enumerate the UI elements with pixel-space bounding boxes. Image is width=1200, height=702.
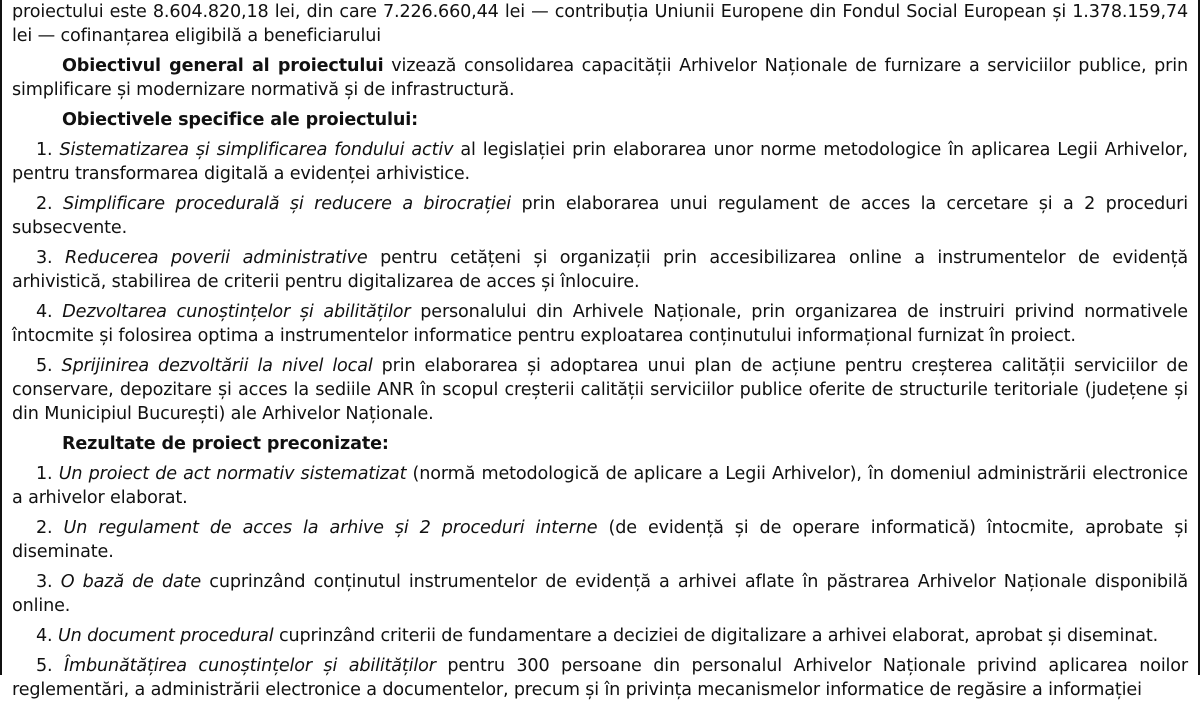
item-title: Reducerea poverii administrative	[65, 248, 368, 268]
item-number: 2.	[36, 518, 64, 538]
specific-objective-item	[12, 138, 1188, 186]
result-item	[12, 516, 1188, 564]
intro-paragraph: proiectului este 8.604.820,18 lei, din care 7.226.660,44 lei — contribuția Uniunii Europene din Fondul Social European și 1.378.159,74 lei — cofinanțarea eligibilă a beneficiarului	[12, 2, 1188, 46]
item-text: prin elaborarea unui regulament de acces la cercetare și a 2 proceduri subsecvente.	[12, 194, 1188, 238]
item-number: 3.	[36, 248, 66, 268]
specific-objective-item	[12, 246, 1188, 294]
item-text: cuprinzând conținutul instrumentelor de evidență a arhivei aflate în păstrarea Arhivelor Naționale disponibilă online.	[12, 572, 1188, 616]
item-title: Un document procedural	[57, 626, 274, 646]
specific-objective-item	[12, 354, 1188, 426]
result-item	[12, 624, 1188, 648]
result-item	[12, 462, 1188, 510]
item-text: (normă metodologică de aplicare a Legii Arhivelor), în domeniul administrării electronice a arhivelor elaborat.	[12, 464, 1188, 508]
item-title: Un proiect de act normativ sistematizat	[58, 464, 407, 484]
specific-objectives-heading: Obiectivele specifice ale proiectului:	[62, 110, 419, 130]
results-heading: Rezultate de proiect preconizate:	[62, 434, 389, 454]
item-number: 4.	[36, 626, 58, 646]
result-item	[12, 570, 1188, 618]
result-item	[12, 654, 1188, 702]
item-text: (de evidență și de operare informatică) întocmite, aprobate și diseminate.	[12, 518, 1188, 562]
item-number: 1.	[36, 464, 59, 484]
specific-objective-item	[12, 300, 1188, 348]
item-title: Un regulament de acces la arhive și 2 proceduri interne	[63, 518, 598, 538]
document-body	[12, 0, 1188, 702]
item-text: pentru 300 persoane din personalul Arhivelor Naționale privind aplicarea noilor reglementări, a administrării electronice a documentelor, precum și în privința mecanismelor informatice de regăsire a informației	[12, 656, 1188, 700]
item-text: cuprinzând criterii de fundamentare a deciziei de digitalizare a arhivei elaborat, aprobat și diseminat.	[273, 626, 1159, 646]
item-number: 2.	[36, 194, 63, 214]
general-objective-text: vizează consolidarea capacității Arhivelor Naționale de furnizare a serviciilor publice, prin simplificare și modernizare normativă și de infrastructură.	[12, 56, 1188, 100]
item-title: Îmbunătățirea cunoștințelor și abilităților	[64, 656, 436, 676]
item-title: Dezvoltarea cunoștințelor și abilităților	[62, 302, 411, 322]
specific-objective-item	[12, 192, 1188, 240]
item-text: al legislației prin elaborarea unor norme metodologice în aplicarea Legii Arhivelor, pentru transformarea digitală a evidenței arhivistice.	[12, 140, 1188, 184]
item-text: prin elaborarea și adoptarea unui plan de acțiune pentru creșterea calității serviciilor de conservare, depozitare și acces la sediile ANR în scopul creșterii calității serviciilor publice oferite de structurile teritoriale (județene și din Municipiul București) ale Arhivelor Naționale.	[12, 356, 1189, 424]
item-text: pentru cetățeni și organizații prin accesibilizarea online a instrumentelor de evidență arhivistică, stabilirea de criterii pentru digitalizarea de acces și înlocuire.	[12, 248, 1188, 292]
item-title: O bază de date	[60, 572, 202, 592]
item-title: Sprijinirea dezvoltării la nivel local	[61, 356, 373, 376]
general-objective-paragraph	[12, 54, 1188, 102]
general-objective-label: Obiectivul general al proiectului	[62, 56, 384, 76]
item-number: 1.	[36, 140, 60, 160]
item-number: 5.	[36, 656, 64, 676]
item-text: personalului din Arhivele Naționale, prin organizarea de instruiri privind normativele întocmite și folosirea optima a instrumentelor informatice pentru exploatarea conținutului informațional furnizat în proiect.	[12, 302, 1188, 346]
item-title: Sistematizarea și simplificarea fondului activ	[59, 140, 454, 160]
item-number: 3.	[36, 572, 61, 592]
item-number: 4.	[36, 302, 63, 322]
item-number: 5.	[36, 356, 62, 376]
item-title: Simplificare procedurală și reducere a birocrației	[62, 194, 512, 214]
